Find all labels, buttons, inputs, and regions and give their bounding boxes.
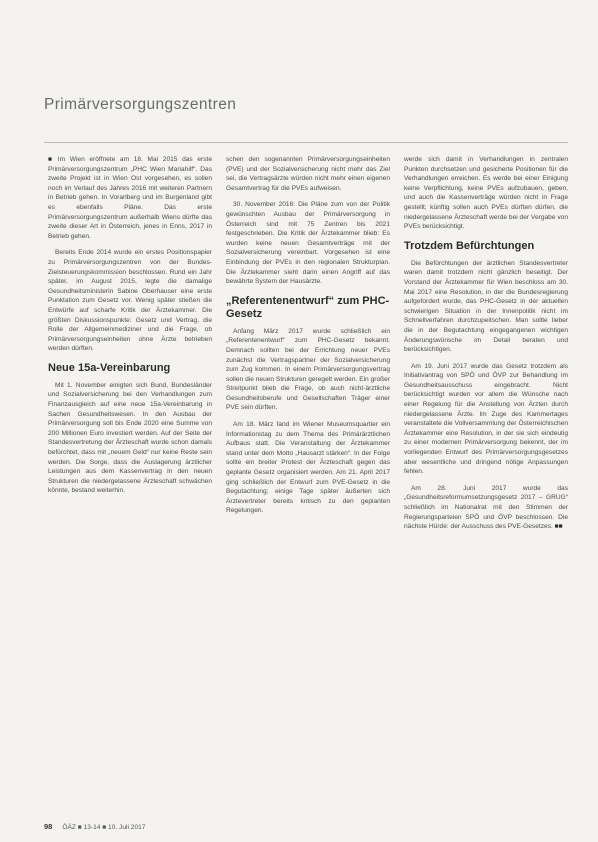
paragraph: Die Befürchtungen der ärztlichen Standesvertreter waren damit trotzdem nicht gänzlich beseitigt. Der Vorstand der Ärztekammer für Wien beschloss am 30. Mai 2017 eine Resolution, in der die Bundesregierung aufgefordert wurde, das PHC-Gesetz in der aktuellen schwierigen Situation in der Innenpolitik nicht im Schnellverfahren durchzupeitschen. Man sollte lieber die in der Begutachtung eingegangenen wichtigen Änderungswünsche im Detail beraten und berücksichtigen. xyxy=(404,259,568,354)
journal-issue: ÖÄZ ■ 13-14 ■ 10. Juli 2017 xyxy=(62,824,146,831)
paragraph: 30. November 2016: Die Pläne zum von der Politik gewünschten Ausbau der Primärversorgung in Österreich sind mit 75 Zentren bis 2021 festgeschrieben. Die Kritik der Ärztekammer blieb: Es wurden keine neuen Gesamtverträge mit der Sozialversicherung vereinbart. Vorgesehen ist eine Einbindung der PVEs in den regionalen Strukturplan. Die Ärztekammer sieht darin einen Angriff auf das bewährte System der Hausärzte. xyxy=(226,201,390,286)
column-1 xyxy=(48,155,212,803)
paragraph: Anfang März 2017 wurde schließlich ein „Referentenentwurf“ zum PHC-Gesetz bekannt. Demnach sollten bei der Errichtung neuer PVEs zunächst die Vertragspartner der Sozialversicherung zum Zug kommen. In einem Primärversorgungsvertrag sollen die neuen Strukturen geregelt werden. Ein großer Streitpunkt blieb die Frage, ob auch nicht-ärztliche Gesundheitsberufe und Gesellschaften Träger einer PVE sein dürften. xyxy=(226,327,390,412)
subheading-trotzdem: Trotzdem Befürchtungen xyxy=(404,239,535,252)
end-of-article-mark: ■■ xyxy=(554,523,563,531)
paragraph xyxy=(48,155,212,241)
subheading-neue-vereinbarung: Neue 15a-Vereinbarung xyxy=(48,361,171,374)
paragraph: Mit 1. November einigten sich Bund, Bundesländer und Sozialversicherung bei den Verhandlungen zum Finanzausgleich auf eine neue 15a-Vereinbarung in Sachen Gesundheitswesen. In den Ausbau der Primärversorgung soll bis Ende 2020 eine Summe von 200 Millionen Euro investiert werden. Auf der Seite der Standesvertretung der Ärzteschaft wurde schon damals befürchtet, dass mit „neuem Geld“ nur keine Reste sein werden. Die Sorge, dass die Auslagerung ärztlicher Leistungen aus dem Kassenvertrag in den neuen Strukturen die niedergelassene Ärzteschaft schwächen könnte, bestand weiterhin. xyxy=(48,381,212,495)
paragraph-text: Im Wien eröffnete am 18. Mai 2015 das erste Primärversorgungszentrum „PHC Wien Mariahilf“. Das zweite Projekt ist in Wien Ost vorgesehen, es sollen noch im Verlauf des Jahres 2016 mit weiteren Partnern in Betrieb gehen. In Vorarlberg und im Burgenland gibt es ebenfalls Pläne. Das erste Primärversorgungszentrum außerhalb Wiens dürfte das zweite dieser Art in Österreich, jenes in Enns, 2017 in Betrieb gehen. xyxy=(48,156,212,240)
paragraph: werde sich damit in Verhandlungen in zentralen Punkten durchsetzen und gesicherte Positionen für die Verhandlungen erreichen. Es werde bei einer Einigung keine Verpflichtung, keine PVEs aufzubauen, geben, und auch die Kassenverträge würden nicht in Frage gestellt; künftig sollen auch PVEs dürften dürfen, die niedergelassene Ärzteschaft werde bei der Vergabe von PVEs berücksichtigt. xyxy=(404,156,568,231)
paragraph: Am 18. März fand im Wiener Museumsquartier ein Informationstag zu dem Thema des Primärärztlichen Aufbaus statt. Die Veranstaltung der Ärztekammer stand unter dem Motto „Hausarzt stärken“. In der Folge sollte ein breiter Protest der Ärzteschaft gegen das geplante Gesetz organisiert werden. Am 21. April 2017 ging schließlich der Entwurf zum PVE-Gesetz in die Begutachtung; einige Tage später äußerten sich Ärztevertreter bereits kritisch zu den geplanten Regelungen. xyxy=(226,421,390,515)
section-marker: ■ xyxy=(48,156,55,163)
column-2 xyxy=(226,155,390,803)
section-title: Primärversorgungszentren xyxy=(44,96,237,113)
paragraph: schen den sogenannten Primärversorgungseinheiten (PVE) und der Sozialversicherung nicht mehr das Ziel sei, die Vertragsärzte würden nicht mehr einen eigenen Gesamtvertrag für die PVEs aufweisen. xyxy=(226,156,390,192)
page-footer xyxy=(44,822,145,831)
column-3 xyxy=(404,155,568,803)
article-body xyxy=(48,155,568,803)
paragraph-text: Am 28. Juni 2017 wurde das „Gesundheitsreformumsetzungsgesetz 2017 – GRUG“ schließlich im Nationalrat mit den Stimmen der Regierungsparteien SPÖ und ÖVP beschlossen. Die nächste Hürde: der Ausschuss des PVE-Gesetzes. xyxy=(404,484,568,531)
paragraph: Bereits Ende 2014 wurde ein erstes Positionspapier zu Primärversorgungszentren von der Bundes-Zielsteuerungskommission beschlossen. Rund ein Jahr später, im August 2015, legte die damalige Gesundheitsministerin Sabine Oberhauser eine erste Punktation zum Gesetz vor. Wenig später stießen die Entwürfe auf scharfe Kritik der Ärztekammer. Die größten Diskussionspunkte: Gesetz und Vertrag, die Rolle der Allgemeinmediziner und die Frage, ob Primärversorgungseinheiten ohne Ärzte betrieben werden dürften. xyxy=(48,249,212,353)
page-number: 98 xyxy=(44,822,53,831)
paragraph: Am 19. Juni 2017 wurde das Gesetz trotzdem als Initiativantrag von SPÖ und ÖVP zur Behandlung im Gesundheitsausschuss eingebracht. Nicht berücksichtigt wurden vor allem die Wünsche nach einer Regelung für die Anstellung von Ärzten durch niedergelassene Ärzte. Im Zuge des Kammertages veranstaltete die Vollversammlung der Österreichischen Ärztekammer eine Resolution, in der sie sich eindeutig zu einer modernen Primärversorgung bekennt, der im vorliegenden Entwurf des Primärversorgungsgesetzes aber wesentliche und dringend nötige Anpassungen fehlen. xyxy=(404,362,568,476)
header-rule xyxy=(44,142,568,143)
paragraph xyxy=(404,484,568,532)
subheading-referentenentwurf: „Referentenentwurf“ zum PHC-Gesetz xyxy=(226,294,390,320)
